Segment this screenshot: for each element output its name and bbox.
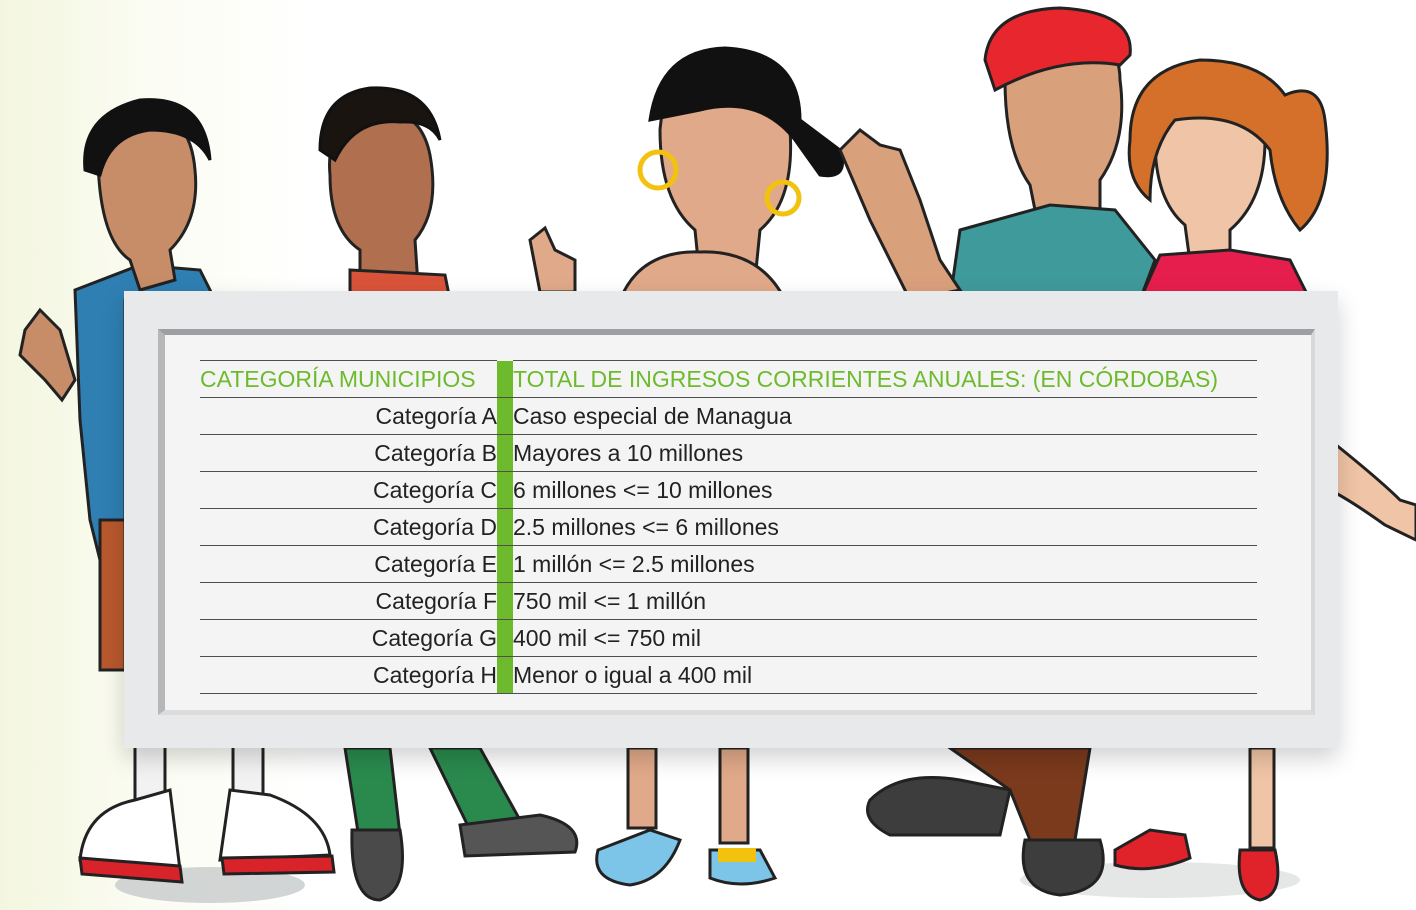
column-header-category: CATEGORÍA MUNICIPIOS [200,361,497,398]
sign-board [124,291,1338,748]
table-row [200,583,1257,620]
table-row [200,435,1257,472]
table-row [200,472,1257,509]
municipality-category-table [200,360,1257,694]
column-divider [497,398,513,435]
sign-board-frame [158,329,1315,715]
category-cell: Categoría C [200,472,497,509]
column-divider [497,435,513,472]
table-row [200,657,1257,694]
income-cell: Menor o igual a 400 mil [513,657,1257,694]
table-header-row [200,361,1257,398]
table-row [200,546,1257,583]
category-cell: Categoría G [200,620,497,657]
table-row [200,398,1257,435]
income-cell: 6 millones <= 10 millones [513,472,1257,509]
table-row [200,620,1257,657]
column-divider [497,361,513,398]
category-cell: Categoría D [200,509,497,546]
column-divider [497,620,513,657]
column-divider [497,583,513,620]
column-divider [497,472,513,509]
column-header-income: TOTAL DE INGRESOS CORRIENTES ANUALES: (EN CÓRDOBAS) [513,361,1257,398]
category-cell: Categoría F [200,583,497,620]
income-cell: 1 millón <= 2.5 millones [513,546,1257,583]
category-cell: Categoría A [200,398,497,435]
income-cell: Mayores a 10 millones [513,435,1257,472]
column-divider [497,546,513,583]
category-cell: Categoría E [200,546,497,583]
table-row [200,509,1257,546]
column-divider [497,509,513,546]
income-cell: 750 mil <= 1 millón [513,583,1257,620]
category-cell: Categoría B [200,435,497,472]
income-cell: 2.5 millones <= 6 millones [513,509,1257,546]
column-divider [497,657,513,694]
income-cell: Caso especial de Managua [513,398,1257,435]
income-cell: 400 mil <= 750 mil [513,620,1257,657]
category-cell: Categoría H [200,657,497,694]
